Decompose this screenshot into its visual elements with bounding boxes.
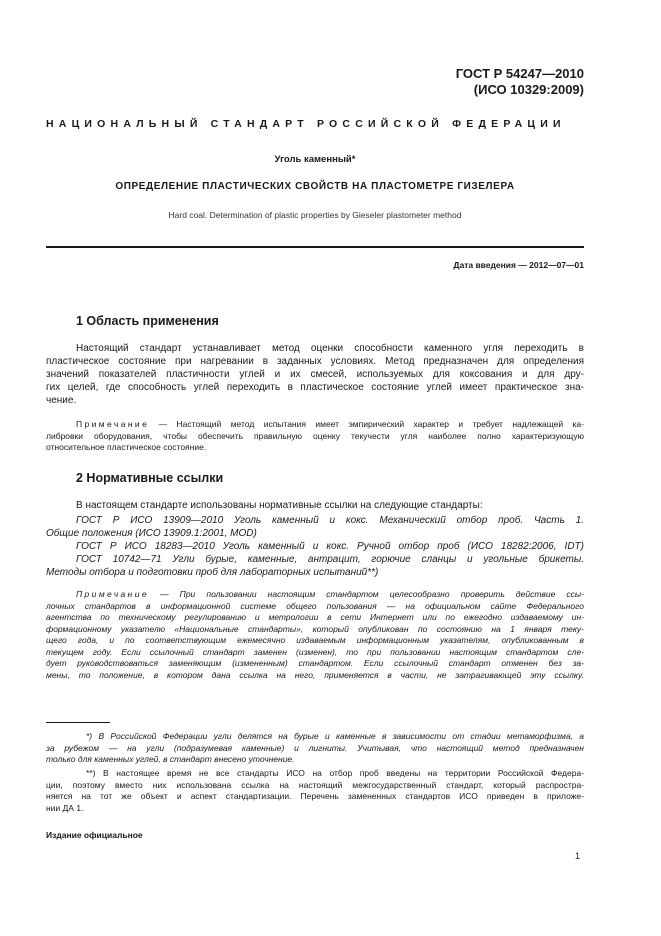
standard-code: ГОСТ Р 54247—2010 bbox=[455, 66, 584, 81]
note-line: текущем году. Если ссылочный стандарт заменен (изменен), то при пользовании настоящим стандартом сле- bbox=[46, 646, 584, 657]
note-line: либровки оборудования, чтобы обеспечить правильную оценку текучести угля наиболее полно характеризующую bbox=[46, 430, 584, 441]
footnote-line: только для каменных углей, в стандарт внесено уточнение. bbox=[46, 754, 295, 764]
section-2-note bbox=[46, 589, 584, 681]
reference-line: Общие положения (ИСО 13909.1:2001, MOD) bbox=[46, 528, 257, 539]
section-1-note bbox=[46, 419, 584, 454]
note-line: дует руководствоваться заменяющим (измененным) стандартом. Если ссылочный стандарт отменен без за- bbox=[46, 658, 584, 668]
reference-line: ГОСТ Р ИСО 13909—2010 Уголь каменный и кокс. Механический отбор проб. Часть 1. bbox=[76, 515, 584, 526]
text-line: гих целей, где способность углей переходить в пластическое состояние углей имеет практическое зна- bbox=[46, 382, 584, 393]
note-line: Примечание — При пользовании настоящим стандартом целесообразно проверить действие ссы- bbox=[76, 589, 584, 599]
footnote-2 bbox=[46, 768, 584, 814]
text-line: чение. bbox=[46, 395, 77, 406]
iso-code: (ИСО 10329:2009) bbox=[473, 82, 584, 97]
text-line: пластическое состояние при нагревании в заданных условиях. Метод предназначен для определения bbox=[46, 356, 584, 367]
note-label: Примечание bbox=[76, 589, 149, 599]
section-1-heading: 1 Область применения bbox=[76, 314, 219, 328]
footnote-line: **) В настоящее время не все стандарты ИСО на отбор проб введены на территории Российской Федера- bbox=[86, 768, 584, 778]
section-1-paragraph bbox=[46, 342, 584, 407]
text-line: значений показателей пластичности углей и их смесей, используемых для коксования и для дру- bbox=[46, 369, 584, 380]
reference-line: ГОСТ Р ИСО 18283—2010 Уголь каменный и кокс. Ручной отбор проб (ИСО 18282:2006, IDT) bbox=[76, 541, 584, 552]
footnote-line: за рубежом — на угли (подразумевая каменные) и лигниты. Учитывая, что настоящий метод предназначен bbox=[46, 742, 584, 753]
english-title: Hard coal. Determination of plastic properties by Gieseler plastometer method bbox=[168, 210, 462, 220]
reference-line: Методы отбора и подготовки проб для лабораторных испытаний**) bbox=[46, 567, 379, 578]
note-label: Примечание bbox=[76, 419, 150, 429]
footnote-line: *) В Российской Федерации угли делятся на бурые и каменные в зависимости от стадии метаморфизма, а bbox=[86, 731, 584, 741]
reference-line: ГОСТ 10742—71 Угли бурые, каменные, антрацит, горючие сланцы и угольные брикеты. bbox=[76, 554, 584, 565]
note-line: агентства по техническому регулированию и метрологии в сети Интернет или по ежегодно издаваемому ин- bbox=[46, 612, 584, 622]
note-line: формационному указателю «Национальные стандарты», который опубликован по состоянию на 1 января теку- bbox=[46, 623, 584, 634]
section-2-heading: 2 Нормативные ссылки bbox=[76, 471, 224, 485]
text-line: В настоящем стандарте использованы нормативные ссылки на следующие стандарты: bbox=[76, 500, 483, 511]
document-title: ОПРЕДЕЛЕНИЕ ПЛАСТИЧЕСКИХ СВОЙСТВ НА ПЛАСТОМЕТРЕ ГИЗЕЛЕРА bbox=[115, 181, 515, 192]
footnote-line: нии ДА 1. bbox=[46, 802, 84, 813]
document-subject: Уголь каменный* bbox=[274, 154, 356, 165]
national-standard-heading: НАЦИОНАЛЬНЫЙ СТАНДАРТ РОССИЙСКОЙ ФЕДЕРАЦИИ bbox=[46, 118, 566, 130]
note-line: Примечание — Настоящий метод испытания имеет эмпирический характер и требует надлежащей ка- bbox=[76, 419, 584, 429]
note-line: щего года, и по соответствующим ежемесячно издаваемым информационным указателям, опубликованным в bbox=[46, 635, 584, 645]
official-edition-label: Издание официальное bbox=[46, 830, 143, 840]
page-number: 1 bbox=[575, 851, 581, 861]
footnote-line: няется на тот же объект и аспект стандартизации. Перечень замененных стандартов ИСО приведен в приложе- bbox=[46, 791, 584, 801]
normative-references-list bbox=[46, 514, 584, 579]
note-line: лочных стандартов в информационной системе общего пользования — на официальном сайте Федерального bbox=[46, 600, 584, 611]
section-2-intro bbox=[46, 499, 584, 512]
note-line: мены, то положение, в котором дана ссылка на него, применяется в части, не затрагивающей эту ссылку. bbox=[46, 669, 584, 680]
footnote-divider bbox=[46, 722, 110, 723]
text-line: Настоящий стандарт устанавливает метод оценки способности каменного угля переходить в bbox=[76, 343, 584, 354]
note-line: относительное пластическое состояние. bbox=[46, 442, 207, 452]
footnote-line: ции, поэтому вместо них использована ссылка на настоящий межгосударственный стандарт, который распростра- bbox=[46, 779, 584, 790]
header-divider bbox=[46, 246, 584, 248]
introduction-date: Дата введения — 2012—07—01 bbox=[453, 260, 584, 270]
standard-code-block bbox=[456, 66, 584, 98]
footnote-1 bbox=[46, 731, 584, 766]
